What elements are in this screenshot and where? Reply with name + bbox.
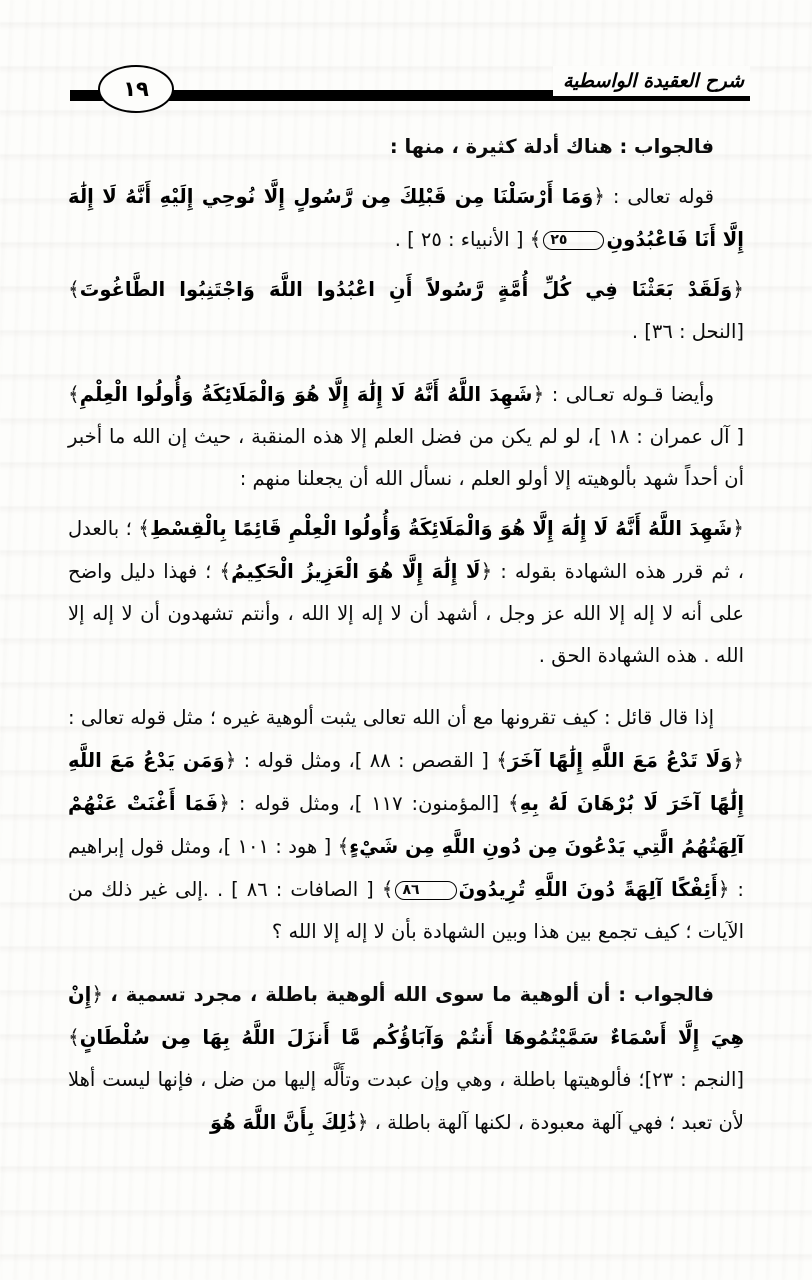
verse-reference: [ الأنبياء : ٢٥ ] . [394, 228, 524, 251]
paragraph-text: إذا قال قائل : كيف تقرونها مع أن الله تعالى يثبت ألوهية غيره ؛ مثل قوله تعالى : [68, 706, 714, 729]
quote-open-brace: ﴿ [356, 1110, 369, 1134]
quran-quote: فَمَا أَغْنَتْ عَنْهُمْ آلِهَتُهُمُ الَّتِي يَدْعُونَ مِن دُونِ اللَّهِ مِن شَيْءٍ [68, 792, 744, 858]
paragraph-verse-aal-imran [68, 373, 744, 500]
paragraph-text: ، ومثل قول إبراهيم : [68, 835, 744, 901]
quote-open-brace: ﴿ [224, 748, 237, 772]
paragraph-answer-intro [68, 126, 744, 168]
ayah-number-marker: ٢٥ [543, 231, 604, 250]
quote-intro: قوله تعالى : [612, 185, 715, 208]
paragraph-objection [68, 697, 744, 953]
paragraph-text: فالجواب : هناك أدلة كثيرة ، منها : [389, 135, 714, 158]
quote-open-brace: ﴿ [91, 982, 104, 1006]
quote-open-brace: ﴿ [532, 382, 545, 406]
quote-close-brace: ﴾ [138, 516, 150, 540]
quran-quote: أَئِفْكًا آلِهَةً دُونَ اللَّهِ تُرِيدُونَ [458, 878, 718, 901]
verse-reference: [ هود : ١٠١ ] [223, 835, 332, 858]
running-head [62, 68, 750, 124]
paragraph-text: فالجواب : أن ألوهية ما سوى الله ألوهية باطلة ، مجرد تسمية ، [110, 983, 715, 1006]
paragraph-verse-commentary [68, 507, 744, 677]
book-title: شرح العقيدة الواسطية [553, 66, 750, 96]
verse-reference: [النجم : ٢٣] [644, 1068, 744, 1091]
quote-open-brace: ﴿ [480, 559, 493, 583]
quote-close-brace: ﴾ [68, 1025, 80, 1049]
page-number-badge: ١٩ [98, 65, 174, 113]
quran-quote: وَلَا تَدْعُ مَعَ اللَّهِ إِلَٰهًا آخَرَ [507, 749, 733, 772]
paragraph-text: ، ومثل قوله : [243, 749, 355, 772]
quran-quote: وَمَن يَدْعُ مَعَ اللَّهِ إِلَٰهًا آخَرَ لَا بُرْهَانَ لَهُ بِهِ [68, 749, 745, 815]
paragraph-text: ؛ بالعدل ، ثم قرر هذه الشهادة بقوله : [68, 517, 745, 583]
quote-open-brace: ﴿ [732, 516, 744, 540]
quote-close-brace: ﴾ [68, 382, 80, 406]
quran-quote: لَا إِلَٰهَ إِلَّا هُوَ الْعَزِيزُ الْحَكِيمُ [231, 560, 481, 583]
paragraph-verse-anbiya [68, 175, 744, 261]
paragraph-text: ؛ فهذا دليل واضح على أنه لا إله إلا الله عز وجل ، أشهد أن لا إله إلا الله ، وأنتم تشهدون أن لا إله إلا الله . هذه الشهادة الحق . [68, 560, 744, 667]
quote-intro: وأيضا قـوله تعـالى : [551, 383, 714, 406]
paragraph-text: ، لو لم يكن من فضل العلم إلا هذه المنقبة ، حيث إن الله ما أخبر أن أحداً شهد بألوهيته إلا أولو العلم ، نسأل الله أن يجعلنا منهم : [68, 425, 744, 490]
paragraph-text: إلى غير ذلك من الآيات ؛ كيف تجمع بين هذا وبين الشهادة بأن لا إله إلا الله ؟ [68, 878, 744, 943]
quote-close-brace: ﴾ [337, 834, 350, 858]
quran-quote: شَهِدَ اللَّهُ أَنَّهُ لَا إِلَٰهَ إِلَّا هُوَ وَالْمَلَائِكَةُ وَأُولُوا الْعِلْمِ قَائِمًا بِالْقِسْطِ [149, 517, 733, 540]
quran-quote: وَمَا أَرْسَلْنَا مِن قَبْلِكَ مِن رَّسُولٍ إِلَّا نُوحِي إِلَيْهِ أَنَّهُ لَا إِلَٰهَ إِلَّا أَنَا فَاعْبُدُونِ [68, 185, 744, 251]
quote-close-brace: ﴾ [68, 277, 80, 301]
verse-reference: [المؤمنون: ١١٧ ] [354, 792, 500, 815]
paragraph-text: ؛ فألوهيتها باطلة ، وهي وإن عبدت وتأَلَّه إليها من ضل ، فإنها ليست أهلا لأن تعبد ؛ فهي آلهة معبودة ، لكنها آلهة باطلة ، [68, 1068, 744, 1134]
ayah-number-marker: ٨٦ [395, 881, 456, 900]
quote-open-brace: ﴿ [732, 748, 745, 772]
paragraph-final-answer [68, 973, 744, 1144]
verse-reference: [ آل عمران : ١٨ ] [593, 425, 745, 448]
paragraph-text: ، ومثل قوله : [238, 792, 355, 815]
page-body [68, 126, 744, 1280]
quote-close-brace: ﴾ [529, 227, 542, 251]
quote-close-brace: ﴾ [508, 791, 520, 815]
verse-reference: [ الصافات : ٨٦ ] . . [202, 878, 374, 901]
quran-quote: ذَٰلِكَ بِأَنَّ اللَّهَ هُوَ [210, 1111, 357, 1134]
quran-quote: شَهِدَ اللَّهُ أَنَّهُ لَا إِلَٰهَ إِلَّا هُوَ وَالْمَلَائِكَةُ وَأُولُوا الْعِلْمِ [79, 383, 533, 406]
quran-quote: إِنْ هِيَ إِلَّا أَسْمَاءٌ سَمَّيْتُمُوهَا أَنتُمْ وَآبَاؤُكُم مَّا أَنزَلَ اللَّهُ بِهَا مِن سُلْطَانٍ [68, 983, 744, 1049]
quote-open-brace: ﴿ [593, 184, 605, 208]
quote-open-brace: ﴿ [717, 877, 730, 901]
quote-close-brace: ﴾ [496, 748, 508, 772]
paragraph-verse-nahl [68, 268, 744, 353]
quran-quote: وَلَقَدْ بَعَثْنَا فِي كُلِّ أُمَّةٍ رَّسُولاً أَنِ اعْبُدُوا اللَّهَ وَاجْتَنِبُوا الطَّاغُوتَ [79, 278, 733, 301]
verse-reference: [ القصص : ٨٨ ] [354, 749, 489, 772]
quote-close-brace: ﴾ [219, 559, 232, 583]
verse-reference: [النحل : ٣٦] . [631, 320, 744, 343]
quote-close-brace: ﴾ [381, 877, 394, 901]
quote-open-brace: ﴿ [218, 791, 230, 815]
quote-open-brace: ﴿ [732, 277, 744, 301]
